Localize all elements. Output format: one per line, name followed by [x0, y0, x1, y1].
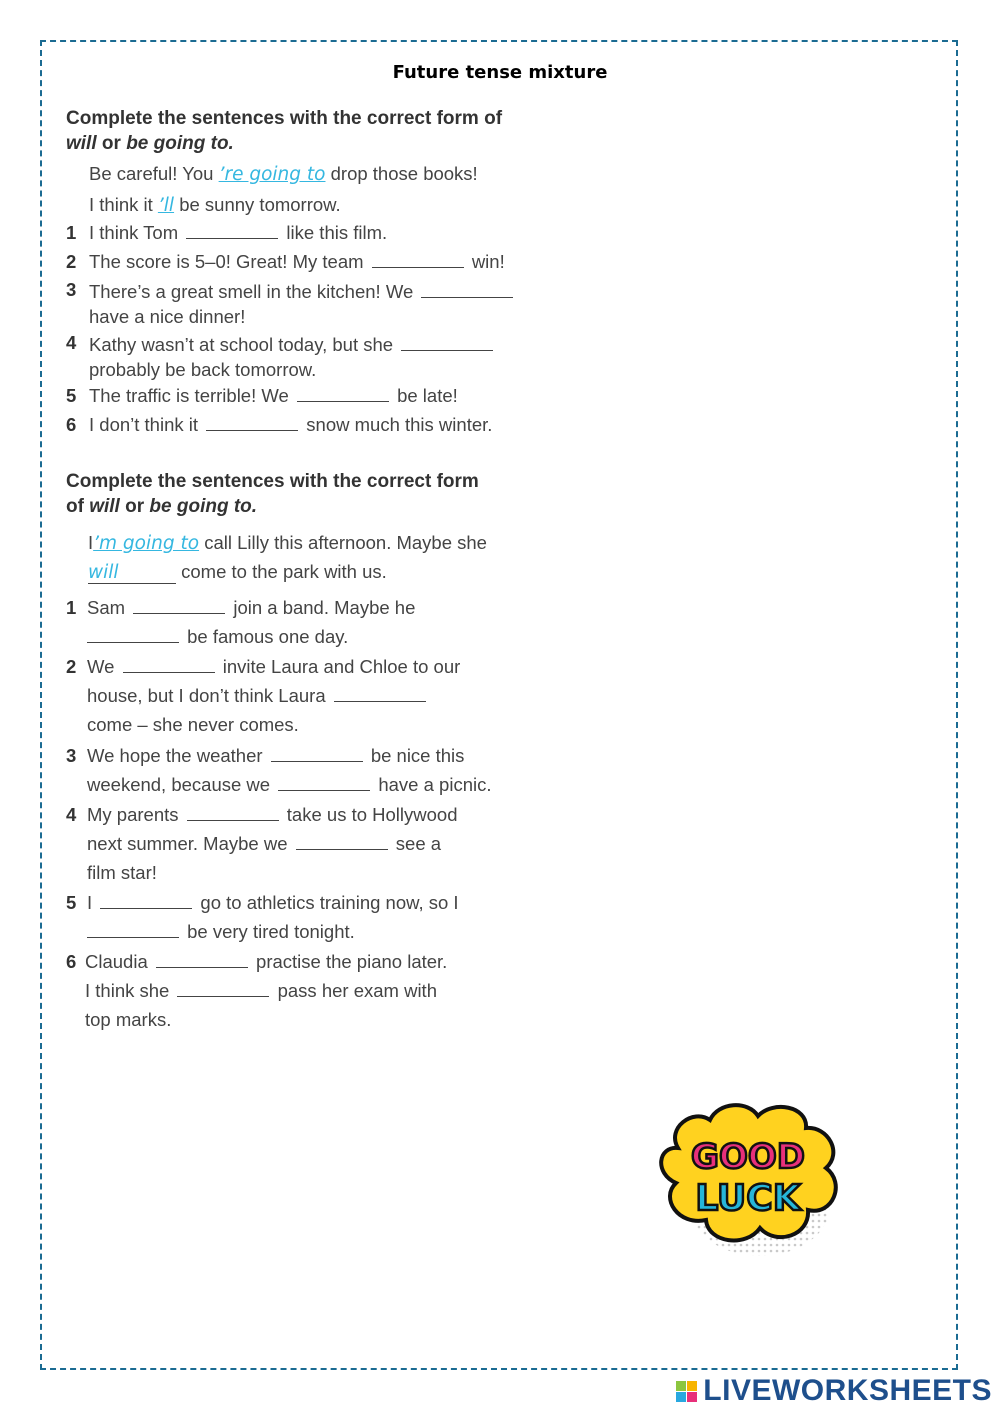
- item-number: 2: [66, 251, 77, 272]
- item-text: be famous one day.: [187, 626, 349, 647]
- item-text: invite Laura and Chloe to our: [222, 656, 461, 677]
- section2-item-6-line-3: top marks.: [85, 1009, 172, 1030]
- answer-blank[interactable]: [100, 894, 192, 909]
- section2-item-4-line-1: [87, 804, 458, 826]
- item-text: join a band. Maybe he: [233, 597, 416, 618]
- section1-instruction: [66, 106, 536, 156]
- answer-blank[interactable]: [334, 687, 426, 702]
- answer-blank[interactable]: [296, 835, 388, 850]
- example-text: drop those books!: [330, 163, 478, 184]
- item-text: be very tired tonight.: [187, 921, 355, 942]
- section2-instruction-will: will: [89, 496, 120, 517]
- section2-item-2-line-2: [87, 685, 429, 707]
- section1-item-3: [89, 279, 539, 329]
- answer-blank[interactable]: [177, 982, 269, 997]
- item-number: 4: [66, 804, 77, 825]
- logo-square-yellow: [687, 1381, 697, 1391]
- answer-blank[interactable]: [421, 283, 513, 298]
- example-text: I think it: [89, 194, 153, 215]
- section2-instruction-of: of: [66, 496, 84, 517]
- item-number: 3: [66, 745, 77, 766]
- section2-example-line-2: [88, 561, 387, 584]
- item-text: I think she: [85, 980, 170, 1001]
- logo-square-pink: [687, 1392, 697, 1402]
- section1-instruction-or: or: [101, 133, 121, 154]
- section1-item-5: [89, 385, 458, 407]
- item-text: snow much this winter.: [306, 414, 493, 435]
- answer-blank[interactable]: [87, 923, 179, 938]
- badge-word-luck: LUCK: [695, 1178, 801, 1219]
- item-text: like this film.: [286, 222, 388, 243]
- answer-blank[interactable]: [87, 628, 179, 643]
- badge-word-good: GOOD: [691, 1137, 805, 1177]
- section1-example-2: [89, 194, 341, 216]
- example-text: Be careful! You: [89, 163, 214, 184]
- section2-item-4-line-2: [87, 833, 441, 855]
- item-text: Kathy wasn’t at school today, but she: [89, 334, 394, 355]
- worksheet-title: Future tense mixture: [392, 62, 608, 83]
- item-number: 3: [66, 279, 77, 300]
- answer-blank[interactable]: [401, 336, 493, 351]
- item-text: win!: [471, 251, 505, 272]
- item-number: 6: [66, 414, 77, 435]
- liveworksheets-logo[interactable]: [676, 1374, 992, 1408]
- item-number: 1: [66, 222, 77, 243]
- item-text: I: [87, 892, 93, 913]
- section1-item-6: [89, 414, 492, 436]
- logo-text: LIVEWORKSHEETS: [703, 1374, 992, 1407]
- answer-blank[interactable]: [156, 953, 248, 968]
- item-text: have a picnic.: [378, 774, 492, 795]
- item-text: I think Tom: [89, 222, 179, 243]
- section1-item-4: [89, 332, 539, 382]
- logo-grid-icon: [676, 1381, 697, 1402]
- example-answer: ’ll: [157, 195, 175, 216]
- logo-square-blue: [676, 1392, 686, 1402]
- answer-blank[interactable]: [297, 387, 389, 402]
- item-text: pass her exam with: [277, 980, 437, 1001]
- item-text: probably be back tomorrow.: [89, 359, 317, 380]
- section1-item-2: [89, 251, 505, 273]
- section2-item-6-line-1: [85, 951, 447, 973]
- item-text: house, but I don’t think Laura: [87, 685, 326, 706]
- item-text: weekend, because we: [87, 774, 271, 795]
- section2-example-line-1: [88, 532, 487, 554]
- answer-blank[interactable]: [123, 658, 215, 673]
- section2-instruction-going: be going to.: [149, 496, 258, 517]
- item-text: We hope the weather: [87, 745, 263, 766]
- answer-blank[interactable]: [278, 776, 370, 791]
- section2-instruction: [66, 469, 536, 519]
- item-text: My parents: [87, 804, 179, 825]
- item-number: 5: [66, 892, 77, 913]
- example-text: come to the park with us.: [181, 561, 387, 582]
- item-number: 4: [66, 332, 77, 353]
- logo-square-green: [676, 1381, 686, 1391]
- section2-item-2-line-1: [87, 656, 460, 678]
- item-text: Sam: [87, 597, 126, 618]
- item-text: The traffic is terrible! We: [89, 385, 289, 406]
- item-number: 1: [66, 597, 77, 618]
- item-text: practise the piano later.: [256, 951, 448, 972]
- section2-item-6-line-2: [85, 980, 437, 1002]
- section1-instruction-will: will: [66, 133, 97, 154]
- item-text: I don’t think it: [89, 414, 199, 435]
- item-text: Claudia: [85, 951, 148, 972]
- item-text: see a: [395, 833, 442, 854]
- item-text: be late!: [397, 385, 458, 406]
- section2-item-1-line-2: [84, 626, 348, 648]
- section2-item-3-line-1: [87, 745, 464, 767]
- item-text: There’s a great smell in the kitchen! We: [89, 281, 414, 302]
- section2-item-4-line-3: film star!: [87, 862, 157, 883]
- item-text: We: [87, 656, 115, 677]
- item-number: 6: [66, 951, 77, 972]
- item-number: 5: [66, 385, 77, 406]
- item-text: next summer. Maybe we: [87, 833, 288, 854]
- answer-blank[interactable]: [133, 599, 225, 614]
- section2-item-5-line-1: [87, 892, 459, 914]
- item-text: The score is 5–0! Great! My team: [89, 251, 364, 272]
- item-text: take us to Hollywood: [286, 804, 458, 825]
- item-text: have a nice dinner!: [89, 306, 246, 327]
- answer-blank[interactable]: [206, 416, 298, 431]
- answer-blank[interactable]: [187, 806, 279, 821]
- answer-blank[interactable]: [372, 253, 464, 268]
- example-answer: ’re going to: [218, 164, 326, 185]
- item-text: go to athletics training now, so I: [200, 892, 459, 913]
- section2-item-5-line-2: [84, 921, 355, 943]
- answer-blank[interactable]: [186, 224, 278, 239]
- section2-item-2-line-3: come – she never comes.: [87, 714, 299, 735]
- section1-item-1: [89, 222, 387, 244]
- example-text: be sunny tomorrow.: [179, 194, 341, 215]
- example-answer: ’m going to: [93, 533, 200, 554]
- section2-instruction-or: or: [125, 496, 145, 517]
- section1-instruction-going: be going to.: [126, 133, 234, 154]
- section1-instruction-text: Complete the sentences with the correct form of: [66, 108, 503, 129]
- example-text: call Lilly this afternoon. Maybe she: [204, 532, 487, 553]
- section2-item-3-line-2: [87, 774, 491, 796]
- section2-item-1-line-1: [87, 597, 415, 619]
- example-answer: will: [88, 562, 176, 584]
- section1-example-1: [89, 163, 478, 185]
- item-text: be nice this: [370, 745, 465, 766]
- section2-instruction-text: Complete the sentences with the correct form: [66, 471, 479, 492]
- example-text: I: [88, 532, 94, 553]
- item-number: 2: [66, 656, 77, 677]
- answer-blank[interactable]: [271, 747, 363, 762]
- good-luck-badge: [648, 1098, 853, 1268]
